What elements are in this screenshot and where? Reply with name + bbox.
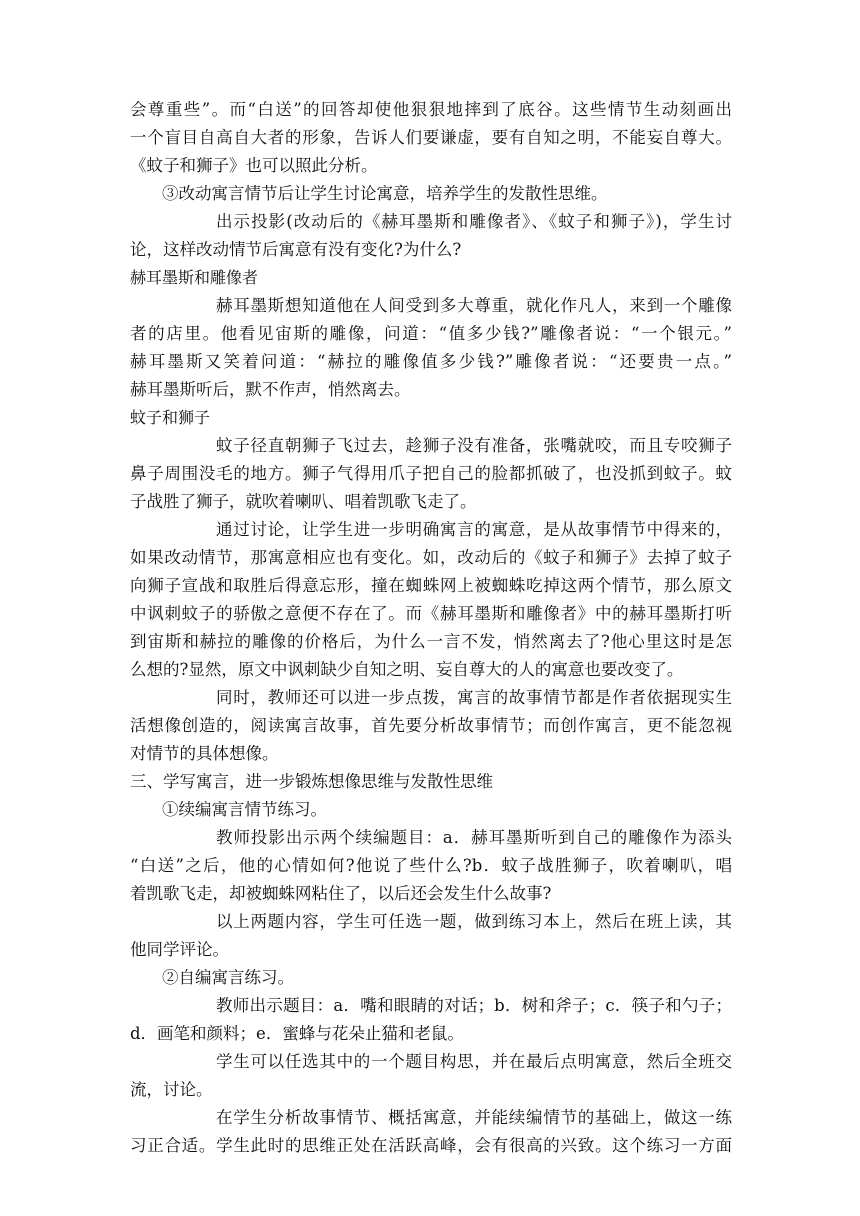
text-line: 在学生分析故事情节、概括寓意，并能续编情节的基础上，做这一练 [216,1108,732,1127]
fable-title: 赫耳墨斯和雕像者 [130,268,259,287]
text-line: 以上两题内容，学生可任选一题，做到练习本上，然后在班上读，其 [216,912,732,931]
text-line: 教师投影出示两个续编题目：a．赫耳墨斯听到自己的雕像作为添头 [216,828,732,847]
text-line: d．画笔和颜料；e．蜜蜂与花朵止猫和老鼠。 [130,1024,464,1043]
text-line: 教师出示题目：a．嘴和眼睛的对话；b．树和斧子；c．筷子和勺子； [216,996,732,1015]
step-heading: ③改动寓言情节后让学生讨论寓意，培养学生的发散性思维。 [162,184,608,203]
text-line: 他同学评论。 [130,940,229,959]
text-line: 会尊重些”。而“白送”的回答却使他狠狠地摔到了底谷。这些情节生动刻画出 [130,100,732,119]
text-line: 着凯歌飞走，却被蜘蛛网粘住了，以后还会发生什么故事? [130,884,552,903]
text-line: 如果改动情节，那寓意相应也有变化。如，改动后的《蚊子和狮子》去掉了蚊子 [130,548,732,567]
text-line: 《蚊子和狮子》也可以照此分析。 [130,156,378,175]
text-line: “白送”之后，他的心情如何?他说了些什么?b．蚊子战胜狮子，吹着喇叭，唱 [130,856,732,875]
text-line: 鼻子周围没毛的地方。狮子气得用爪子把自己的脸都抓破了，也没抓到蚊子。蚊 [130,464,732,483]
text-line: 活想像创造的，阅读寓言故事，首先要分析故事情节；而创作寓言，更不能忽视 [130,716,732,735]
text-line: 赫耳墨斯想知道他在人间受到多大尊重，就化作凡人，来到一个雕像 [216,296,732,315]
text-line: 赫耳墨斯听后，默不作声，悄然离去。 [130,380,411,399]
text-line: 通过讨论，让学生进一步明确寓言的寓意，是从故事情节中得来的， [216,520,732,539]
text-line: 赫耳墨斯又笑着问道：“赫拉的雕像值多少钱?”雕像者说：“还要贵一点。” [130,352,732,371]
step-heading: ②自编寓言练习。 [162,968,294,987]
section-heading: 三、学写寓言，进一步锻炼想像思维与发散性思维 [130,772,493,791]
text-line: 者的店里。他看见宙斯的雕像，问道：“值多少钱?”雕像者说：“一个银元。” [130,324,732,343]
fable-title: 蚊子和狮子 [130,408,211,427]
text-line: 同时，教师还可以进一步点拨，寓言的故事情节都是作者依据现实生 [216,688,732,707]
text-line: 中讽刺蚊子的骄傲之意便不存在了。而《赫耳墨斯和雕像者》中的赫耳墨斯打听 [130,604,732,623]
text-line: 习正合适。学生此时的思维正处在活跃高峰，会有很高的兴致。这个练习一方面 [130,1136,732,1155]
text-line: 对情节的具体想像。 [130,744,279,763]
text-line: 一个盲目自高自大者的形象，告诉人们要谦虚，要有自知之明，不能妄自尊大。 [130,128,732,147]
step-heading: ①续编寓言情节练习。 [162,800,327,819]
text-line: 论，这样改动情节后寓意有没有变化?为什么? [130,240,462,259]
text-line: 么想的?显然，原文中讽刺缺少自知之明、妄自尊大的人的寓意也要改变了。 [130,660,684,679]
text-line: 学生可以任选其中的一个题目构思，并在最后点明寓意，然后全班交 [216,1052,732,1071]
text-line: 流，讨论。 [130,1080,213,1099]
text-line: 向狮子宣战和取胜后得意忘形，撞在蜘蛛网上被蜘蛛吃掉这两个情节，那么原文 [130,576,732,595]
text-line: 蚊子径直朝狮子飞过去，趁狮子没有准备，张嘴就咬，而且专咬狮子 [216,436,732,455]
text-line: 子战胜了狮子，就吹着喇叭、唱着凯歌飞走了。 [130,492,477,511]
text-line: 出示投影(改动后的《赫耳墨斯和雕像者》、《蚊子和狮子》)，学生讨 [216,212,732,231]
text-line: 到宙斯和赫拉的雕像的价格后，为什么一言不发，悄然离去了?他心里这时是怎 [130,632,732,651]
